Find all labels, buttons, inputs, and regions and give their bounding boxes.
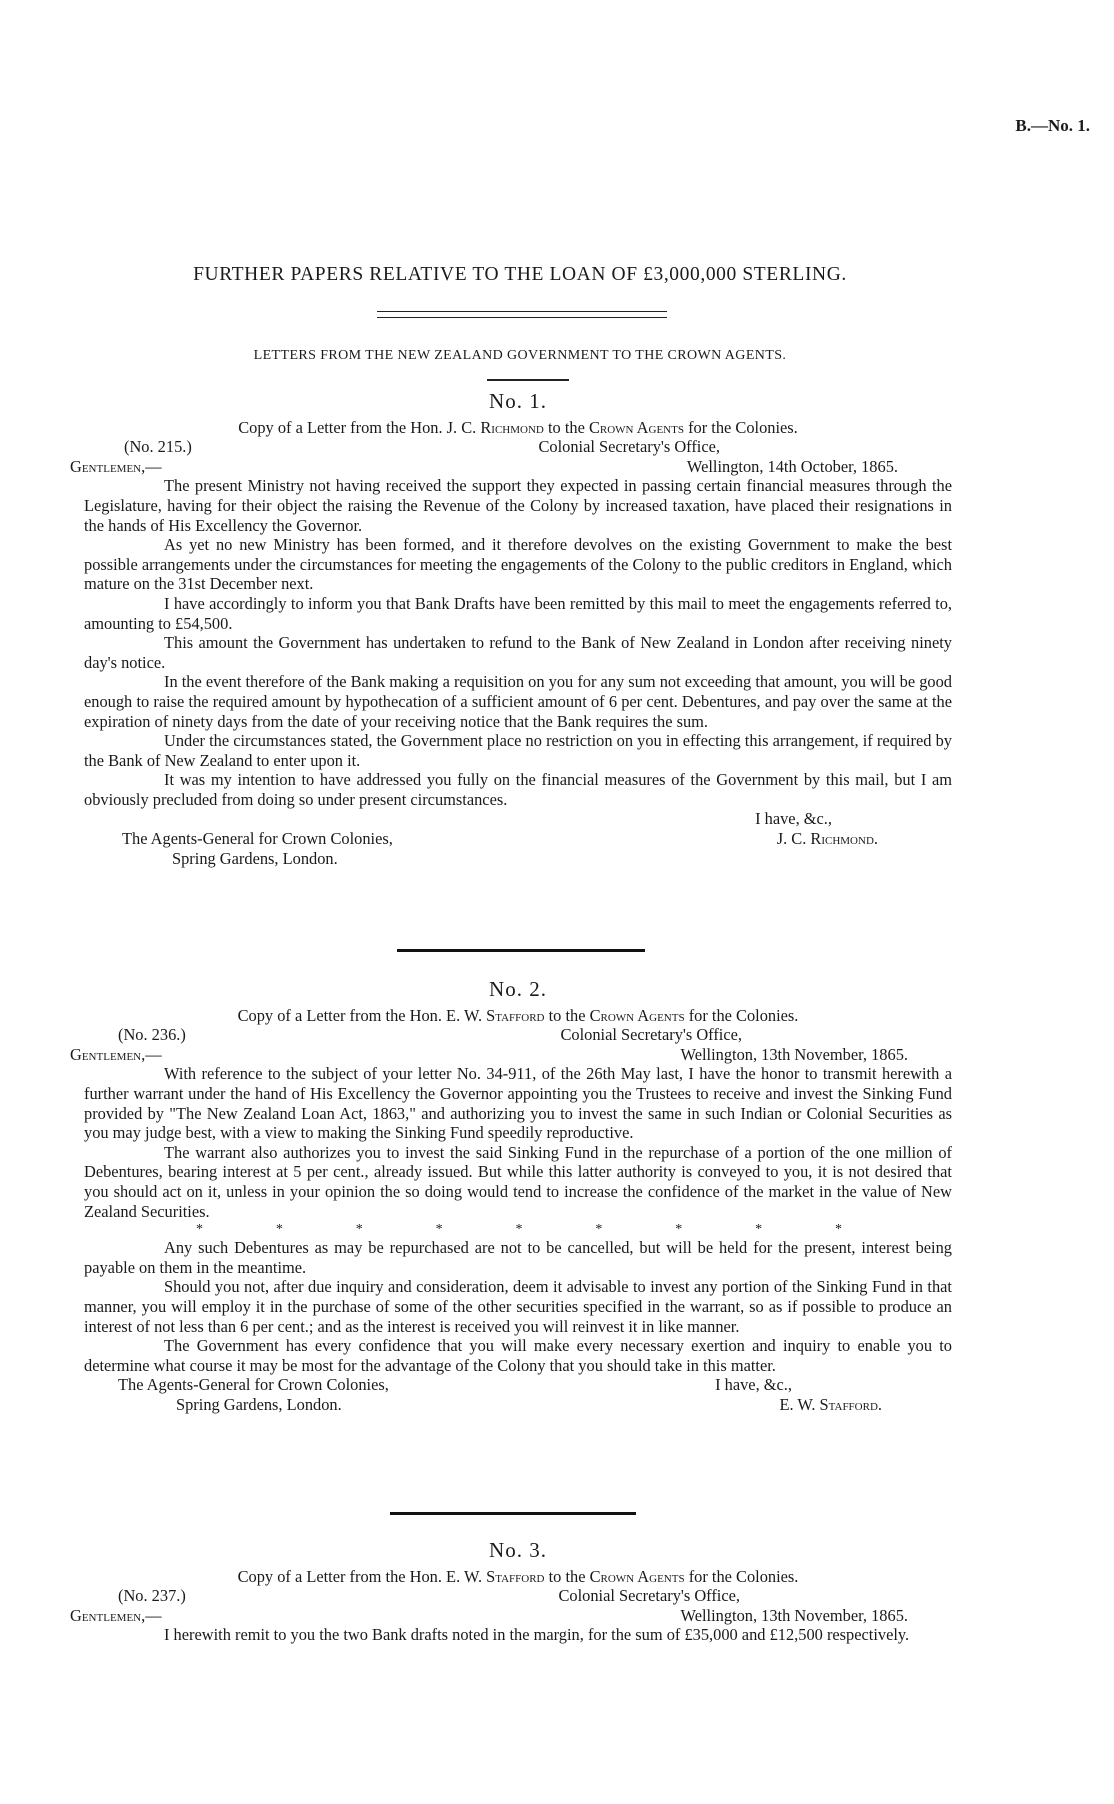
asterisk: * — [595, 1222, 603, 1238]
letter-reference-row — [84, 1025, 952, 1045]
document-title: FURTHER PAPERS RELATIVE TO THE LOAN OF £3,000,000 STERLING. — [193, 264, 847, 285]
asterisk: * — [275, 1222, 283, 1238]
office-name: Colonial Secretary's Office, — [558, 1586, 740, 1606]
paragraph: In the event therefore of the Bank making a requisition on you for any sum not exceeding that amount, you will be good enough to raise the required amount by hypothecation of a sufficient amount of 6 per cent. Debentures, and pay over the same at the expiration of ninety days from the date of your receiving notice that the Bank requires the sum. — [84, 672, 952, 731]
paragraph: This amount the Government has undertaken to refund to the Bank of New Zealand in London after receiving ninety day's notice. — [84, 633, 952, 672]
letter-date: Wellington, 13th November, 1865. — [680, 1044, 908, 1064]
paragraph: Should you not, after due inquiry and consideration, deem it advisable to invest any portion of the Sinking Fund in that manner, you will employ it in the purchase of some of the other securities specified in the warrant, so as if possible to produce an interest of not less than 6 per cent.; and as the interest is received you will reinvest it in like manner. — [84, 1277, 952, 1336]
document-subtitle: LETTERS FROM THE NEW ZEALAND GOVERNMENT TO THE CROWN AGENTS. — [253, 348, 787, 363]
letter-reference-number: (No. 236.) — [118, 1025, 186, 1045]
salutation-row — [70, 456, 952, 477]
paragraph: The warrant also authorizes you to invest the said Sinking Fund in the repurchase of a portion of the one million of Debentures, bearing interest at 5 per cent., already issued. But while this latter authority is conveyed to you, it is not desired that you should act on it, unless in your opinion the so doing would tend to increase the confidence of the market in the value of New Zealand Securities. — [84, 1142, 952, 1221]
salutation: Gentlemen,— — [70, 456, 162, 476]
asterisk: * — [515, 1222, 523, 1238]
letter-date: Wellington, 14th October, 1865. — [686, 456, 898, 476]
section-divider — [397, 949, 645, 952]
paragraph: I have accordingly to inform you that Bank Drafts have been remitted by this mail to meet the engagements referred to, amounting to £54,500. — [84, 593, 952, 633]
letter-reference-number: (No. 215.) — [124, 437, 192, 457]
asterisk: * — [755, 1222, 763, 1238]
letter-caption: Copy of a Letter from the Hon. E. W. Stafford to the Crown Agents for the Colonies. — [237, 1005, 799, 1025]
paragraph: With reference to the subject of your letter No. 34-911, of the 26th May last, I have the honor to transmit herewith a further warrant under the hand of His Excellency the Governor appointing you the Trustees to receive and invest the Sinking Fund provided by "The New Zealand Loan Act, 1863," and authorizing you to invest the same in such Indian or Colonial Securities as you may judge best, with a view to making the Sinking Fund speedily reproductive. — [84, 1064, 952, 1143]
subtitle-rule — [487, 379, 569, 381]
asterisk: * — [196, 1222, 203, 1238]
letter-number-heading: No. 2. — [489, 977, 547, 1001]
letter-number-heading: No. 3. — [489, 1538, 547, 1562]
addressee: The Agents-General for Crown Colonies, — [122, 829, 393, 849]
letter-reference-number: (No. 237.) — [118, 1586, 186, 1606]
closing: I have, &c., — [755, 809, 832, 829]
paragraph: The Government has every confidence that you will make every necessary exertion and inquiry to enable you to determine what course it may be most for the advantage of the Colony that you should take in this matter. — [84, 1336, 952, 1375]
office-name: Colonial Secretary's Office, — [538, 437, 720, 457]
paragraph: Any such Debentures as may be repurchased are not to be cancelled, but will be held for the present, interest being payable on them in the meantime. — [84, 1238, 952, 1277]
letter-reference-row — [84, 1586, 952, 1606]
page-reference: B.—No. 1. — [1015, 116, 1090, 135]
paragraph: I herewith remit to you the two Bank drafts noted in the margin, for the sum of £35,000 and £12,500 respectively. — [164, 1625, 910, 1645]
letter-caption: Copy of a Letter from the Hon. J. C. Richmond to the Crown Agents for the Colonies. — [238, 417, 798, 437]
signature-row-2 — [84, 1395, 952, 1415]
letter-reference-row — [84, 437, 952, 457]
signature-row — [84, 829, 952, 849]
paragraph: The present Ministry not having received the support they expected in passing certain financial measures through the Legislature, having for their object the raising the Revenue of the Colony by increased taxation, have placed their resignations in the hands of His Excellency the Governor. — [84, 476, 952, 535]
office-name: Colonial Secretary's Office, — [560, 1025, 742, 1045]
asterisk: * — [675, 1222, 683, 1238]
letter-number-heading: No. 1. — [489, 389, 547, 413]
addressee-location: Spring Gardens, London. — [176, 1394, 342, 1414]
paragraph: As yet no new Ministry has been formed, and it therefore devolves on the existing Government to make the best possible arrangements under the circumstances for meeting the engagements of the Colony to the public creditors in England, which mature on the 31st December next. — [84, 535, 952, 594]
salutation-row — [70, 1605, 952, 1626]
letter-date: Wellington, 13th November, 1865. — [680, 1605, 908, 1625]
asterisk: * — [435, 1222, 443, 1238]
asterisk: * — [355, 1222, 363, 1238]
section-divider — [390, 1512, 636, 1515]
omission-asterisks — [84, 1221, 952, 1238]
addressee: The Agents-General for Crown Colonies, — [118, 1375, 389, 1395]
signature: E. W. Stafford. — [779, 1394, 882, 1414]
salutation: Gentlemen,— — [70, 1044, 162, 1064]
salutation-row — [70, 1044, 952, 1065]
paragraph: It was my intention to have addressed you fully on the financial measures of the Government by this mail, but I am obviously precluded from doing so under present circumstances. — [84, 770, 952, 809]
asterisk: * — [835, 1222, 842, 1238]
title-double-rule — [377, 311, 667, 318]
letter-3 — [70, 1538, 952, 1645]
salutation: Gentlemen,— — [70, 1605, 162, 1625]
paragraph: Under the circumstances stated, the Government place no restriction on you in effecting this arrangement, if required by the Bank of New Zealand to enter upon it. — [84, 731, 952, 770]
letter-caption: Copy of a Letter from the Hon. E. W. Stafford to the Crown Agents for the Colonies. — [237, 1566, 799, 1586]
letter-1 — [70, 389, 952, 868]
letter-2 — [70, 977, 952, 1414]
addressee-location: Spring Gardens, London. — [172, 848, 338, 868]
signature: J. C. Richmond. — [776, 829, 878, 849]
closing: I have, &c., — [715, 1375, 792, 1395]
signature-row — [84, 1375, 952, 1395]
